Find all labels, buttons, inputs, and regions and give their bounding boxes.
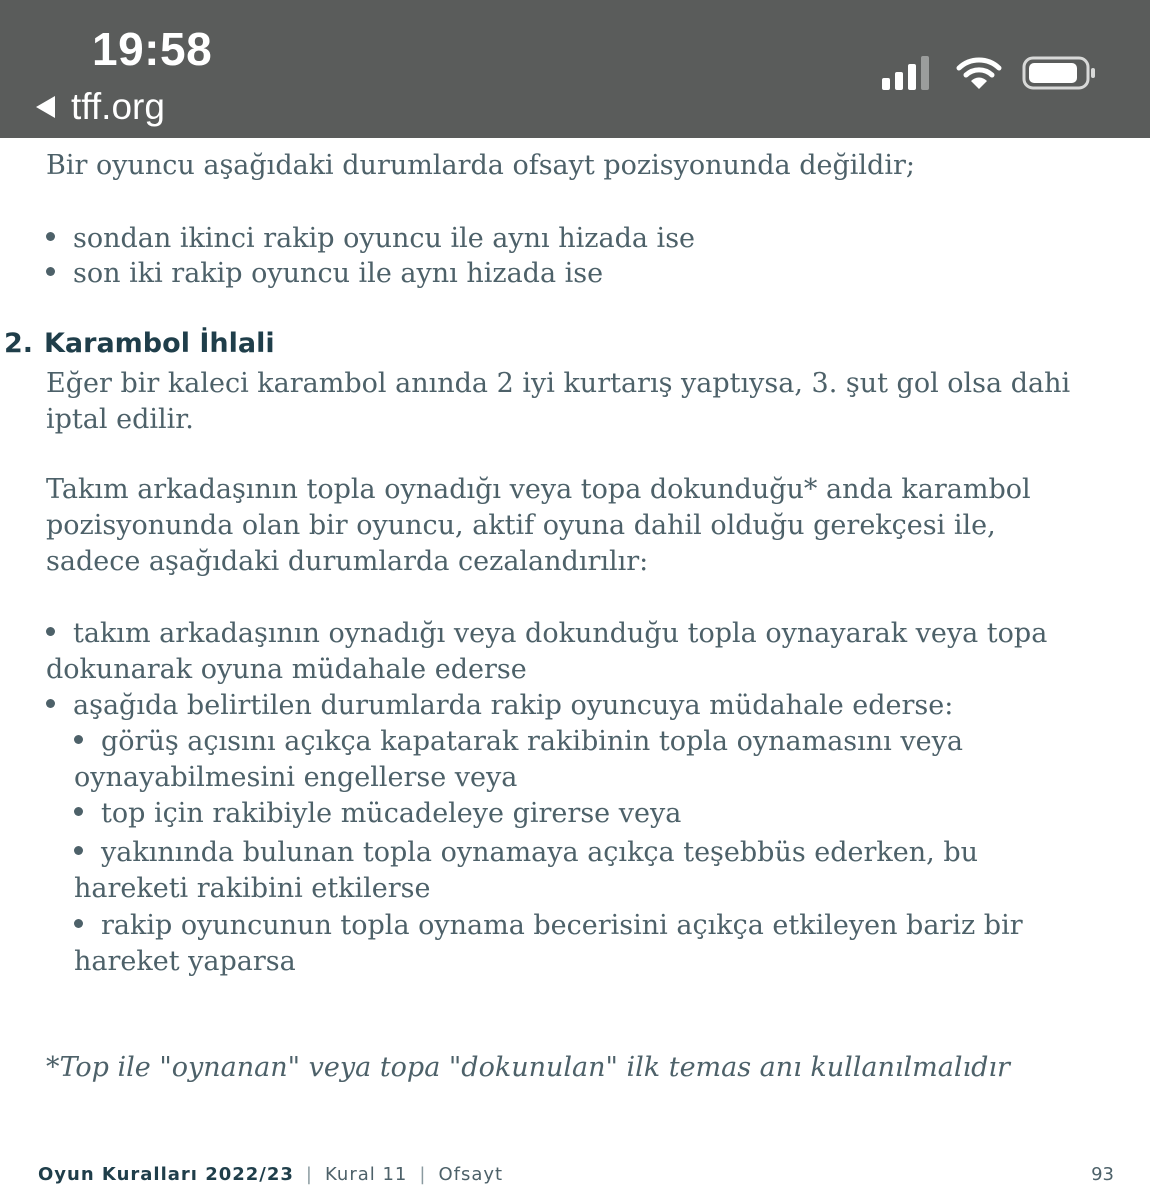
- bullet-icon: [74, 919, 83, 928]
- sub-list-item: top için rakibiyle mücadeleye girerse veya: [74, 796, 681, 832]
- sub-list-item-continuation: hareket yaparsa: [74, 946, 296, 977]
- section-paragraph-line: pozisyonunda olan bir oyuncu, aktif oyuna dahil olduğu gerekçesi ile,: [46, 510, 996, 541]
- document-page: [0, 138, 1150, 1200]
- back-arrow-icon: [36, 96, 55, 118]
- battery-icon: [1022, 56, 1098, 90]
- section-number: 2.: [4, 328, 34, 359]
- section-title: Karambol İhlali: [44, 328, 275, 359]
- bullet-icon: [46, 267, 55, 276]
- footer-rule: Kural 11: [325, 1164, 408, 1185]
- bullet-icon: [46, 699, 55, 708]
- status-icons: [882, 56, 1098, 90]
- bullet-icon: [74, 735, 83, 744]
- footer-title: Oyun Kuralları 2022/23: [38, 1164, 294, 1185]
- sub-list-item: görüş açısını açıkça kapatarak rakibinin topla oynamasını veya: [74, 724, 963, 760]
- status-bar: [0, 0, 1150, 138]
- list-item: aşağıda belirtilen durumlarda rakip oyuncuya müdahale ederse:: [46, 688, 953, 724]
- bullet-icon: [74, 807, 83, 816]
- page-number: 93: [1091, 1164, 1114, 1185]
- bullet-icon: [46, 627, 55, 636]
- sub-list-item: rakip oyuncunun topla oynama becerisini açıkça etkileyen bariz bir: [74, 908, 1023, 944]
- sub-list-item: yakınında bulunan topla oynamaya açıkça teşebbüs ederken, bu: [74, 835, 978, 871]
- bullet-icon: [74, 846, 83, 855]
- section-paragraph-line: iptal edilir.: [46, 404, 194, 435]
- back-link-label: tff.org: [71, 86, 165, 127]
- section-paragraph-line: Takım arkadaşının topla oynadığı veya topa dokunduğu* anda karambol: [46, 474, 1031, 505]
- sub-list-item-continuation: oynayabilmesini engellerse veya: [74, 762, 518, 793]
- footer-separator: |: [305, 1164, 313, 1185]
- wifi-icon: [956, 56, 1002, 90]
- section-paragraph-line: sadece aşağıdaki durumlarda cezalandırılır:: [46, 546, 649, 577]
- list-item: takım arkadaşının oynadığı veya dokunduğu topla oynayarak veya topa: [46, 616, 1047, 652]
- footer-separator: |: [419, 1164, 427, 1185]
- signal-icon: [882, 56, 934, 90]
- section-paragraph-line: Eğer bir kaleci karambol anında 2 iyi kurtarış yaptıysa, 3. şut gol olsa dahi: [46, 368, 1071, 399]
- list-item-continuation: dokunarak oyuna müdahale ederse: [46, 654, 527, 685]
- footer-topic: Ofsayt: [438, 1164, 504, 1185]
- intro-bullet: son iki rakip oyuncu ile aynı hizada ise: [46, 256, 603, 292]
- intro-paragraph: Bir oyuncu aşağıdaki durumlarda ofsayt pozisyonunda değildir;: [46, 150, 915, 181]
- page-footer: [38, 1164, 503, 1185]
- back-to-app-link[interactable]: [36, 86, 165, 128]
- intro-bullet: sondan ikinci rakip oyuncu ile aynı hizada ise: [46, 221, 695, 257]
- section-heading: [4, 328, 275, 359]
- clock: 19:58: [92, 23, 213, 75]
- footnote: *Top ile "oynanan" veya topa "dokunulan" ilk temas anı kullanılmalıdır: [46, 1052, 1010, 1083]
- bullet-icon: [46, 232, 55, 241]
- sub-list-item-continuation: hareketi rakibini etkilerse: [74, 873, 431, 904]
